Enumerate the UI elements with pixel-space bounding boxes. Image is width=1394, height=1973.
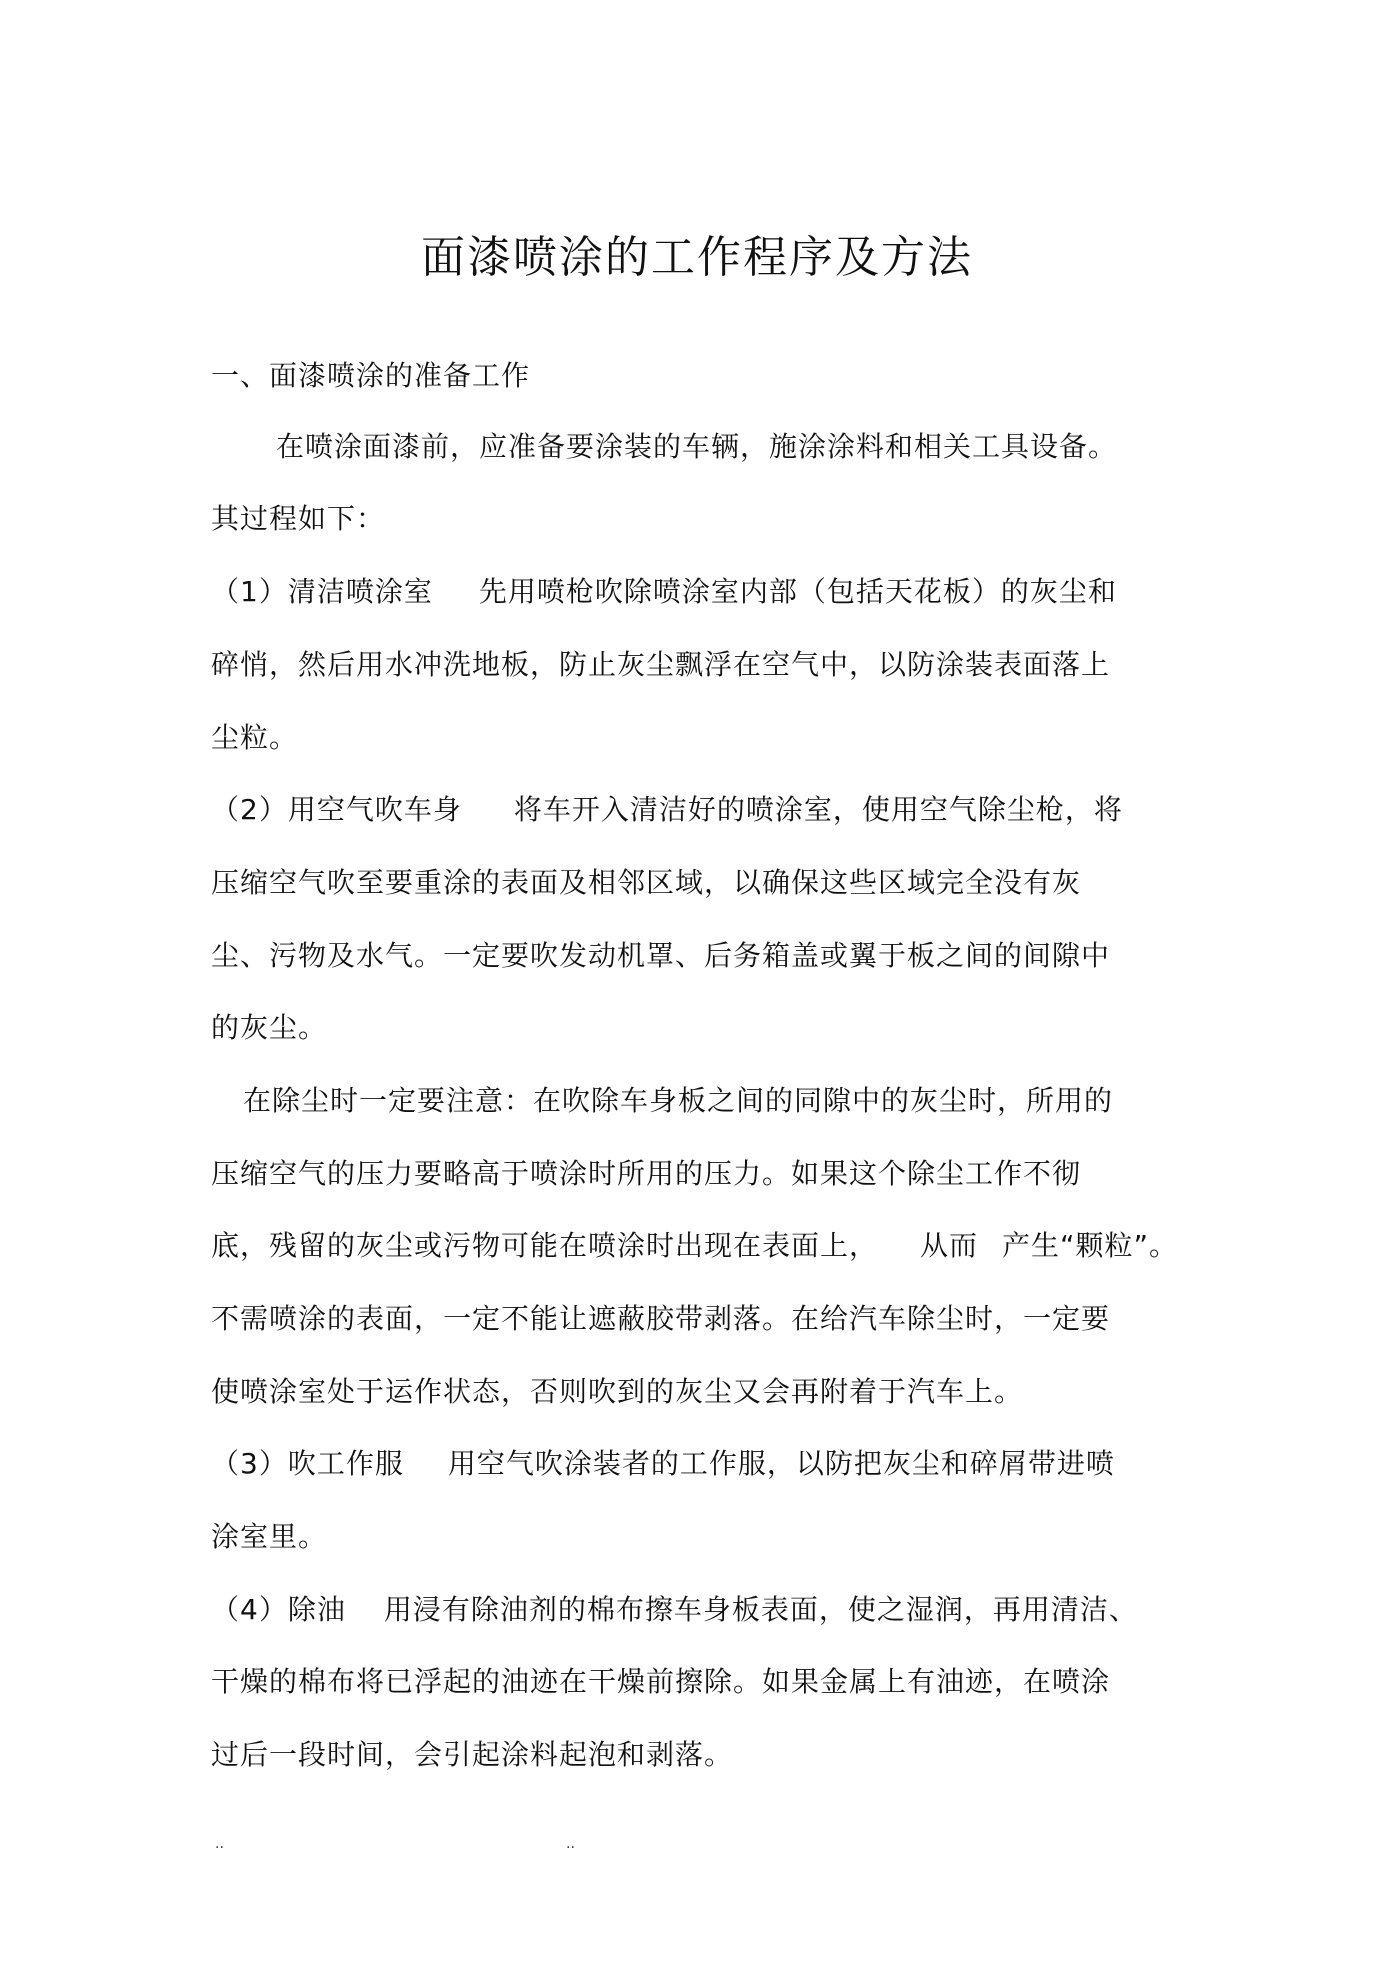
step-4-text: 用浸有除油剂的棉布擦车身板表面，使之湿润，再用清洁、 <box>383 1593 1138 1626</box>
step-1-label: （1）清洁喷涂室 <box>211 575 433 608</box>
step-1-text: 先用喷枪吹除喷涂室内部（包括天花板）的灰尘和 <box>478 575 1117 608</box>
section-heading: 一、面漆喷涂的准备工作 <box>211 359 531 392</box>
step-4-line-3: 过后一段时间，会引起涂料起泡和剥落。 <box>211 1738 734 1771</box>
note-line-3-part-1: 底，残留的灰尘或污物可能在喷涂时出现在表面上， <box>211 1229 879 1262</box>
note-line-3-part-3: 产生“颗粒”。 <box>1002 1229 1179 1262</box>
document-title: 面漆喷涂的工作程序及方法 <box>421 232 973 283</box>
step-2-line-4: 的灰尘。 <box>211 1011 328 1044</box>
intro-line-1: 在喷涂面漆前，应准备要涂装的车辆，施涂涂料和相关工具设备。 <box>276 430 1118 463</box>
step-4-line-2: 干燥的棉布将已浮起的油迹在干燥前擦除。如果金属上有油迹，在喷涂 <box>211 1665 1111 1698</box>
step-1-line-1 <box>211 572 1117 612</box>
intro-line-2: 其过程如下： <box>211 502 386 535</box>
step-2-text: 将车开入清洁好的喷涂室，使用空气除尘枪，将 <box>513 793 1123 826</box>
step-2-line-1 <box>211 790 1123 830</box>
step-4-line-1 <box>211 1590 1138 1630</box>
step-3-line-2: 涂室里。 <box>211 1520 328 1553</box>
step-2-line-2: 压缩空气吹至要重涂的表面及相邻区域，以确保这些区域完全没有灰 <box>211 866 1082 899</box>
note-line-1: 在除尘时一定要注意：在吹除车身板之间的同隙中的灰尘时，所用的 <box>243 1084 1114 1117</box>
step-3-text: 用空气吹涂装者的工作服，以防把灰尘和碎屑带进喷 <box>447 1447 1115 1480</box>
note-line-3-part-2: 从而 <box>920 1229 979 1262</box>
step-2-label: （2）用空气吹车身 <box>211 793 462 826</box>
footer-mark-left: .. <box>215 1836 224 1852</box>
note-line-3 <box>211 1226 1178 1266</box>
note-line-2: 压缩空气的压力要略高于喷涂时所用的压力。如果这个除尘工作不彻 <box>211 1157 1082 1190</box>
step-4-label: （4）除油 <box>211 1593 346 1626</box>
step-3-label: （3）吹工作服 <box>211 1447 404 1480</box>
note-line-4: 不需喷涂的表面，一定不能让遮蔽胶带剥落。在给汽车除尘时，一定要 <box>211 1302 1111 1335</box>
step-1-line-2: 碎悄，然后用水冲洗地板，防止灰尘飘浮在空气中，以防涂装表面落上 <box>211 648 1111 681</box>
step-2-line-3: 尘、污物及水气。一定要吹发动机罩、后务箱盖或翼于板之间的间隙中 <box>211 939 1111 972</box>
footer-mark-right: .. <box>566 1836 575 1852</box>
step-1-line-3: 尘粒。 <box>211 721 299 754</box>
note-line-5: 使喷涂室处于运作状态，否则吹到的灰尘又会再附着于汽车上。 <box>211 1375 1024 1408</box>
step-3-line-1 <box>211 1444 1115 1484</box>
